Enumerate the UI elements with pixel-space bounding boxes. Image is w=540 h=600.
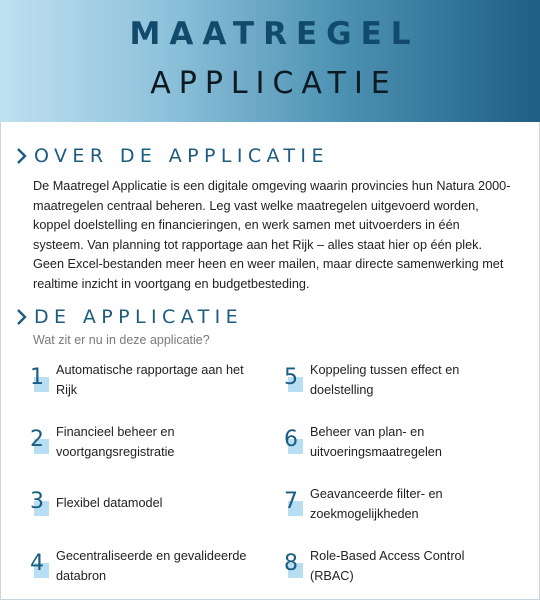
feature-number: 5 xyxy=(284,365,298,390)
feature-number: 6 xyxy=(284,427,298,452)
feature-number: 2 xyxy=(30,427,44,452)
feature-text: Gecentraliseerde en gevalideerde databron xyxy=(56,549,247,583)
section-title-over: OVER DE APPLICATIE xyxy=(34,145,329,167)
feature-item-3 xyxy=(32,485,262,529)
feature-text: Geavanceerde filter- en zoekmogelijkheden xyxy=(310,487,443,521)
feature-number: 4 xyxy=(30,551,44,576)
feature-item-2 xyxy=(32,423,262,467)
header-banner xyxy=(0,0,540,122)
section-heading-over xyxy=(14,144,329,168)
chevron-right-icon xyxy=(14,307,30,327)
section-title-app: DE APPLICATIE xyxy=(34,306,243,328)
feature-item-8 xyxy=(286,547,516,591)
chevron-right-icon xyxy=(14,146,30,166)
feature-number: 3 xyxy=(30,489,44,514)
feature-text: Role-Based Access Control (RBAC) xyxy=(310,549,465,583)
feature-item-7 xyxy=(286,485,516,529)
feature-text: Automatische rapportage aan het Rijk xyxy=(56,363,244,397)
feature-item-5 xyxy=(286,361,516,405)
feature-number: 8 xyxy=(284,551,298,576)
feature-text: Beheer van plan- en uitvoeringsmaatregelen xyxy=(310,425,442,459)
feature-text: Flexibel datamodel xyxy=(56,496,163,510)
section-subtitle: Wat zit er nu in deze applicatie? xyxy=(33,333,210,347)
header-title-line2: APPLICATIE xyxy=(150,66,398,101)
about-paragraph: De Maatregel Applicatie is een digitale omgeving waarin provincies hun Natura 2000-maatregelen centraal beheren. Leg vast welke maatregelen uitgevoerd worden, koppel doelstelling en financieringen, en werk samen met uitvoerders in één systeem. Van planning tot rapportage aan het Rijk – alles staat hier op één plek. Geen Excel-bestanden meer heen en weer mailen, maar directe samenwerking met realtime inzicht in voortgang en budgetbesteding. xyxy=(33,179,511,291)
feature-number: 7 xyxy=(284,489,298,514)
feature-text: Financieel beheer en voortgangsregistratie xyxy=(56,425,175,459)
feature-text: Koppeling tussen effect en doelstelling xyxy=(310,363,460,397)
feature-item-4 xyxy=(32,547,262,591)
feature-number: 1 xyxy=(30,365,44,390)
feature-item-6 xyxy=(286,423,516,467)
header-title-line1: MAATREGEL xyxy=(129,16,420,52)
feature-item-1 xyxy=(32,361,262,405)
section-heading-app xyxy=(14,305,243,329)
